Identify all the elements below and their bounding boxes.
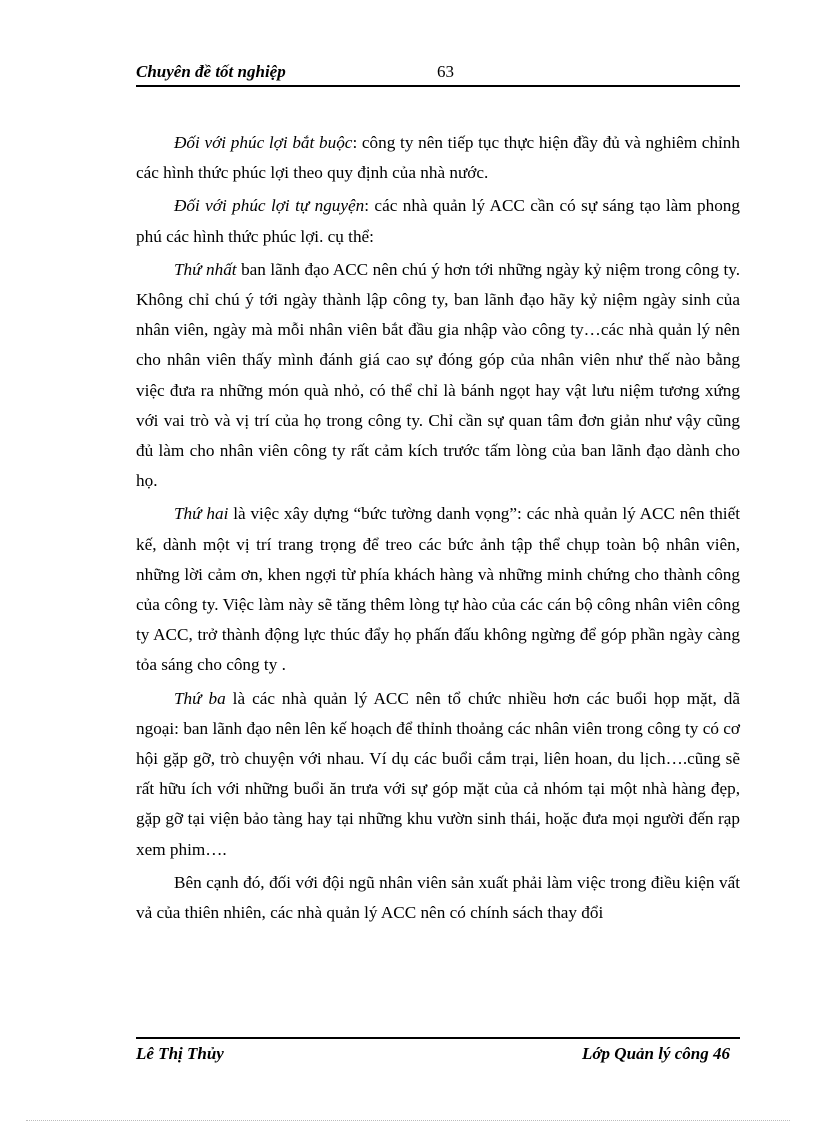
header-title: Chuyên đề tốt nghiệp (136, 62, 286, 81)
page-number: 63 (437, 62, 454, 81)
paragraph-mandatory-welfare (136, 128, 740, 188)
paragraph-production-staff (136, 868, 740, 928)
paragraph-lead: Thứ nhất (174, 259, 237, 279)
paragraph-text: là các nhà quản lý ACC nên tổ chức nhiều hơn các buổi họp mặt, dã ngoại: ban lãnh đạo nên lên kế hoạch để thỉnh thoảng các nhân viên trong công ty có cơ hội gặp gỡ, trò chuyện với nhau. Ví dụ các buổi cắm trại, liên hoan, du lịch….cũng sẽ rất hữu ích với những buổi ăn trưa với sự góp mặt của cả nhóm tại một nhà hàng đẹp, gặp gỡ tại viện bảo tàng hay tại những khu vườn sinh thái, hoặc đưa mọi người đến rạp xem phim…. (136, 688, 740, 859)
paragraph-voluntary-welfare (136, 191, 740, 251)
paragraph-text: : công ty nên tiếp tục thực hiện đầy đủ và nghiêm chỉnh các hình thức phúc lợi theo quy định của nhà nước. (136, 133, 740, 183)
paragraph-second (136, 499, 740, 680)
paragraph-text: là việc xây dựng “bức tường danh vọng”: các nhà quản lý ACC nên thiết kế, dành một vị trí trang trọng để treo các bức ảnh tập thể chụp toàn bộ nhân viên, những lời cảm ơn, khen ngợi từ phía khách hàng và những minh chứng cho thành công của công ty. Việc làm này sẽ tăng thêm lòng tự hào của các cán bộ công nhân viên công ty ACC, trở thành động lực thúc đẩy họ phấn đấu không ngừng để góp phần ngày càng tỏa sáng cho công ty . (136, 504, 740, 675)
paragraph-lead: Đối với phúc lợi bắt buộc (174, 133, 353, 152)
document-body (136, 128, 740, 931)
paragraph-third (136, 684, 740, 865)
paragraph-first (136, 255, 740, 497)
page-footer (136, 1042, 740, 1068)
header-divider (136, 85, 740, 87)
paragraph-lead: Thứ hai (174, 504, 229, 524)
footer-divider (136, 1037, 740, 1039)
paragraph-text: Bên cạnh đó, đối với đội ngũ nhân viên sản xuất phải làm việc trong điều kiện vất vả của thiên nhiên, các nhà quản lý ACC nên có chính sách thay đổi (136, 872, 740, 923)
paragraph-text: : các nhà quản lý ACC cần có sự sáng tạo làm phong phú các hình thức phúc lợi. cụ thể: (136, 196, 740, 246)
page-edge-dotted-line (26, 1120, 790, 1121)
paragraph-lead: Thứ ba (174, 688, 226, 708)
paragraph-text: ban lãnh đạo ACC nên chú ý hơn tới những ngày kỷ niệm trong công ty. Không chỉ chú ý tới ngày thành lập công ty, ban lãnh đạo hãy kỷ niệm ngày sinh của nhân viên, ngày mà mỗi nhân viên bắt đầu gia nhập vào công ty…các nhà quản lý nên cho nhân viên thấy mình đánh giá cao sự đóng góp của nhân viên như thế nào bằng việc đưa ra những món quà nhỏ, có thể chỉ là bánh ngọt hay vật lưu niệm tương xứng với vai trò và vị trí của họ trong công ty. Chỉ cần sự quan tâm đơn giản như vậy cũng đủ làm cho nhân viên công ty rất cảm kích trước tấm lòng của ban lãnh đạo dành cho họ. (136, 259, 740, 491)
footer-class: Lớp Quản lý công 46 (582, 1044, 730, 1063)
page-header (136, 60, 740, 86)
paragraph-lead: Đối với phúc lợi tự nguyện (174, 196, 365, 216)
footer-author: Lê Thị Thủy (136, 1044, 224, 1063)
